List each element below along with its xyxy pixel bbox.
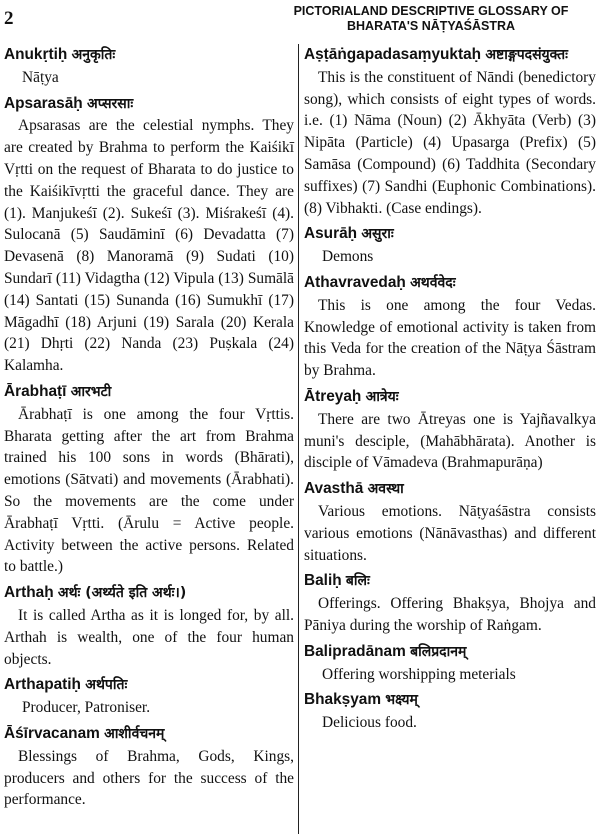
glossary-entry <box>304 44 596 219</box>
headword-devanagari: आशीर्वचनम् <box>104 725 165 742</box>
headword: Ārabhaṭī <box>4 382 67 400</box>
headword: Arthaḥ <box>4 584 54 602</box>
entry-heading <box>4 674 294 697</box>
headword-devanagari: बलिः <box>345 573 370 590</box>
entry-definition: It is called Artha as it is longed for, by all. Arthah is wealth, one of the four human objects. <box>4 606 294 668</box>
headword: Āśīrvacanam <box>4 724 100 742</box>
entry-heading <box>304 570 596 593</box>
glossary-entry <box>4 582 294 670</box>
glossary-entry <box>304 386 596 474</box>
column-divider <box>298 44 299 834</box>
running-title: PICTORIALAND DESCRIPTIVE GLOSSARY OF BHARATA'S NĀṬYAŚĀSTRA <box>293 4 569 33</box>
entry-definition: Producer, Patroniser. <box>22 699 151 717</box>
entry-heading <box>4 381 294 404</box>
headword-devanagari: अर्थपतिः <box>85 677 128 694</box>
headword-devanagari: आत्रेयः <box>365 388 399 405</box>
glossary-entry <box>304 272 596 382</box>
glossary-entry <box>4 93 294 377</box>
glossary-entry <box>304 689 596 734</box>
headword: Balipradānam <box>304 642 406 660</box>
headword-devanagari: बलिप्रदानम् <box>410 643 467 660</box>
right-column <box>304 44 596 738</box>
headword: Baliḥ <box>304 572 342 590</box>
entry-definition: This is one among the four Vedas. Knowledge of emotional activity is taken from this Veda for the creation of the Nāṭya Śāstram by Brahma. <box>304 296 596 380</box>
headword-devanagari: अनुकृतिः <box>71 47 116 63</box>
entry-definition: Demons <box>322 248 374 266</box>
entry-heading <box>304 478 596 501</box>
entry-heading <box>4 723 294 746</box>
glossary-entry <box>4 44 294 89</box>
entry-heading <box>4 93 294 116</box>
glossary-entry <box>4 381 294 578</box>
entry-definition: Blessings of Brahma, Gods, Kings, producers and others for the success of the performance. <box>4 747 294 809</box>
glossary-entry <box>4 674 294 719</box>
headword-devanagari: भक्ष्यम् <box>385 692 418 709</box>
entry-definition: Nāṭya <box>22 68 59 86</box>
headword: Athavravedaḥ <box>304 273 406 291</box>
glossary-entry <box>304 478 596 566</box>
entry-definition: There are two Ātreyas one is Yajñavalkya muni's desciple, (Mahābhārata). Another is disciple of Vāmadeva (Brahmapurāṇa) <box>304 410 596 472</box>
headword: Avasthā <box>304 480 364 498</box>
entry-heading <box>304 272 596 295</box>
glossary-entry <box>304 223 596 268</box>
entry-definition: Delicious food. <box>322 714 417 732</box>
headword: Apsarasāḥ <box>4 94 83 112</box>
headword-devanagari: अवस्था <box>367 481 404 498</box>
entry-heading <box>4 582 294 605</box>
page-header <box>0 0 600 38</box>
headword: Ātreyaḥ <box>304 387 362 405</box>
headword-devanagari: अर्थः (अर्थ्यते इति अर्थः।) <box>57 585 187 602</box>
entry-heading <box>304 386 596 409</box>
glossary-entry <box>304 641 596 686</box>
headword-devanagari: अथर्ववेदः <box>410 274 456 291</box>
headword: Arthapatiḥ <box>4 676 81 694</box>
headword-devanagari: अष्टाङ्गपदसंयुक्तः <box>485 47 568 63</box>
page-number: 2 <box>4 8 14 29</box>
entry-definition: Offering worshipping meterials <box>322 665 516 683</box>
headword: Bhakṣyam <box>304 691 381 709</box>
entry-heading <box>304 223 596 246</box>
glossary-entry <box>304 570 596 636</box>
entry-heading <box>304 689 596 712</box>
entry-heading <box>304 44 596 67</box>
headword-devanagari: असुराः <box>361 226 394 243</box>
glossary-entry <box>4 723 294 811</box>
entry-heading <box>304 641 596 664</box>
entry-definition: Ārabhaṭī is one among the four Vṛttis. Bharata getting after the art from Brahma trained his 100 sons in words (Bhārati), emotions (Sātvati) and movements (Ārabhati). So the movements are the come under Ārabhaṭī Vṛtti. (Ārulu = Active people. Activity between the active persons. Related to battle.) <box>4 405 294 576</box>
headword-devanagari: आरभटी <box>70 383 112 400</box>
entry-heading <box>4 44 294 67</box>
headword: Asurāḥ <box>304 225 358 243</box>
headword: Aṣṭāṅgapadasaṃyuktaḥ <box>304 46 482 63</box>
entry-definition: Apsarasas are the celestial nymphs. They are created by Brahma to perform the Kaiśikī Vṛtti on the request of Bharata to do justice to the Kaiśikīvṛtti the graceful dance. They are (1). Manjukeśī (2). Sukeśī (3). Miśrakeśī (4). Sulocanā (5) Saudāminī (6) Devadatta (7) Devasenā (8) Manoramā (9) Sudati (10) Sundarī (11) Vidagtha (12) Vipula (13) Sumālā (14) Santati (15) Sunanda (16) Sumukhī (17) Māgadhī (18) Arjuni (19) Sarala (20) Kerala (21) Dhṛti (22) Nanda (23) Puṣkala (24) Kalamha. <box>4 117 294 375</box>
entry-definition: Offerings. Offering Bhakṣya, Bhojya and Pāniya during the worship of Raṅgam. <box>304 595 596 634</box>
headword: Anukṛtiḥ <box>4 46 68 63</box>
left-column <box>4 44 294 815</box>
entry-definition: Various emotions. Nāṭyaśāstra consists various emotions (Nānāvasthas) and different situations. <box>304 502 596 564</box>
entry-definition: This is the constituent of Nāndi (benedictory song), which consists of eight types of words. i.e. (1) Nāma (Noun) (2) Ākhyāta (Verb) (3) Nipāta (Particle) (4) Upasarga (Prefix) (5) Samāsa (Compound) (6) Taddhita (Secondary suffixes) (7) Sandhi (Euphonic Combinations). (8) Vibhakti. (Case endings). <box>304 68 596 217</box>
headword-devanagari: अप्सरसाः <box>87 95 134 112</box>
